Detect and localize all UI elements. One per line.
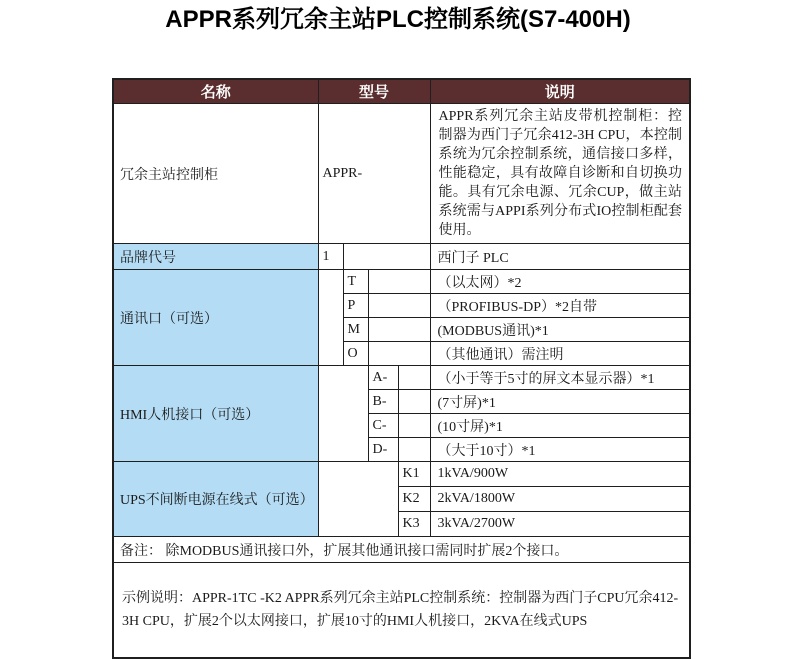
empty-cell bbox=[318, 270, 343, 366]
comm-code-cell: T bbox=[343, 270, 368, 294]
col-header-model: 型号 bbox=[318, 79, 430, 104]
col-header-desc: 说明 bbox=[430, 79, 690, 104]
page-title: APPR系列冗余主站PLC控制系统(S7-400H) bbox=[165, 6, 631, 33]
comm-code-cell: P bbox=[343, 294, 368, 318]
comm-desc-cell: （PROFIBUS-DP）*2自带 bbox=[430, 294, 690, 318]
empty-cell bbox=[318, 462, 398, 537]
hmi-desc-cell: （小于等于5寸的屏文本显示器）*1 bbox=[430, 366, 690, 390]
col-header-name: 名称 bbox=[113, 79, 318, 104]
comm-row bbox=[113, 270, 690, 294]
ups-desc-cell: 2kVA/1800W bbox=[430, 487, 690, 512]
hmi-desc-cell: （大于10寸）*1 bbox=[430, 438, 690, 462]
example-cell: 示例说明：APPR-1TC -K2 APPR系列冗余主站PLC控制系统：控制器为西门子CPU冗余412-3H CPU，扩展2个以太网接口，扩展10寸的HMI人机接口，2KVA在线式UPS bbox=[113, 563, 690, 658]
hmi-code-cell: D- bbox=[368, 438, 398, 462]
product-desc-cell: APPR系列冗余主站皮带机控制柜：控制器为西门子冗余412-3H CPU，本控制系统为冗余控制系统，通信接口多样，性能稳定，具有故障自诊断和自切换功能。具有冗余电源、冗余CUP，做主站系统需与APPI系列分布式IO控制柜配套使用。 bbox=[430, 104, 690, 244]
comm-code-cell: M bbox=[343, 318, 368, 342]
hmi-desc-cell: (7寸屏)*1 bbox=[430, 390, 690, 414]
spec-table bbox=[112, 78, 691, 659]
ups-name-cell: UPS不间断电源在线式（可选） bbox=[113, 462, 318, 537]
empty-cell bbox=[398, 390, 430, 414]
comm-name-cell: 通讯口（可选） bbox=[113, 270, 318, 366]
empty-cell bbox=[368, 318, 430, 342]
ups-desc-cell: 3kVA/2700W bbox=[430, 512, 690, 537]
hmi-code-cell: B- bbox=[368, 390, 398, 414]
remark-cell: 备注： 除MODBUS通讯接口外，扩展其他通讯接口需同时扩展2个接口。 bbox=[113, 537, 690, 563]
hmi-name-cell: HMI人机接口（可选） bbox=[113, 366, 318, 462]
ups-code-cell: K2 bbox=[398, 487, 430, 512]
comm-code-cell: O bbox=[343, 342, 368, 366]
brand-code-cell: 1 bbox=[318, 244, 343, 270]
product-name-cell: 冗余主站控制柜 bbox=[113, 104, 318, 244]
hmi-code-cell: C- bbox=[368, 414, 398, 438]
ups-row bbox=[113, 462, 690, 487]
table-header-row bbox=[113, 79, 690, 104]
empty-cell bbox=[343, 244, 430, 270]
ups-desc-cell: 1kVA/900W bbox=[430, 462, 690, 487]
hmi-code-cell: A- bbox=[368, 366, 398, 390]
model-prefix-cell: APPR- bbox=[318, 104, 430, 244]
comm-desc-cell: （其他通讯）需注明 bbox=[430, 342, 690, 366]
brand-desc-cell: 西门子 PLC bbox=[430, 244, 690, 270]
hmi-desc-cell: (10寸屏)*1 bbox=[430, 414, 690, 438]
brand-name-cell: 品牌代号 bbox=[113, 244, 318, 270]
brand-row bbox=[113, 244, 690, 270]
empty-cell bbox=[368, 342, 430, 366]
comm-desc-cell: (MODBUS通讯)*1 bbox=[430, 318, 690, 342]
empty-cell bbox=[398, 414, 430, 438]
example-row bbox=[113, 563, 690, 658]
empty-cell bbox=[318, 366, 368, 462]
product-row bbox=[113, 104, 690, 244]
empty-cell bbox=[368, 294, 430, 318]
ups-code-cell: K3 bbox=[398, 512, 430, 537]
hmi-row bbox=[113, 366, 690, 390]
comm-desc-cell: （以太网）*2 bbox=[430, 270, 690, 294]
empty-cell bbox=[398, 366, 430, 390]
ups-code-cell: K1 bbox=[398, 462, 430, 487]
remark-row bbox=[113, 537, 690, 563]
empty-cell bbox=[368, 270, 430, 294]
empty-cell bbox=[398, 438, 430, 462]
